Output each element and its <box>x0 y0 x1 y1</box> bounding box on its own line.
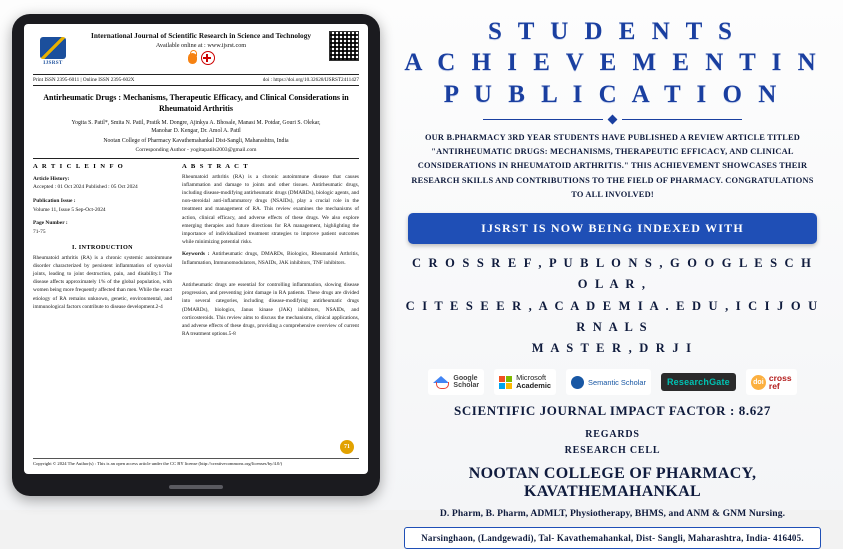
crossref-line1: cross <box>768 372 792 383</box>
article-body <box>33 163 359 339</box>
qr-code-icon <box>329 31 359 61</box>
issn-line <box>33 75 359 86</box>
introduction-text-left: Rheumatoid arthritis (RA) is a chronic systemic autoimmune disorder characterized by persistent inflammation of synovial joints, leading to joint destruction, pain, and disability.1 The disease affects approximately 1% of the global population, with women being more frequently affected than men. While the exact etiology of RA remains unknown, genetic, environmental, and immunological factors contribute to disease development.2-4 <box>33 254 173 310</box>
microsoft-academic-line1: Microsoft <box>516 372 547 382</box>
open-access-icon <box>188 53 197 64</box>
journal-available-online: Available online at : www.ijsrst.com <box>155 42 247 50</box>
publication-issue-label: Publication Issue : <box>33 197 76 204</box>
indexing-logos <box>402 369 823 395</box>
regards-block <box>398 427 827 459</box>
tablet-preview-area <box>0 0 392 510</box>
keywords-value: Antirheumatic drugs, DMARDs, Biologics, Rheumatoid Arthritis, Inflammation, Immunomodulators, NSAIDs, JAK inhibitors, TNF inhibitors. <box>182 251 359 266</box>
keywords-block <box>182 250 359 266</box>
article-history-value: Accepted : 01 Oct 2024 Published : 05 Oct 2024 <box>33 184 138 191</box>
index-list <box>398 253 827 359</box>
introduction-heading: I. INTRODUCTION <box>72 243 134 251</box>
poster-title <box>398 16 827 110</box>
divider-line-left <box>483 119 603 120</box>
journal-logo <box>33 31 73 71</box>
corresponding-author: Corresponding Author - yogitapatils2003@gmail.com <box>135 146 257 153</box>
college-address: Narsinghaon, (Landgewadi), Tal- Kavathemahankal, Dist- Sangli, Maharashtra, India- 416405. <box>404 527 821 549</box>
article-authors-line2: Manohar D. Kengar, Dr. Amol A. Patil <box>151 128 241 135</box>
microsoft-academic-logo <box>494 369 556 395</box>
index-list-line3: M A S T E R , D R J I <box>531 341 694 356</box>
publication-issue-value: Volume 11, Issue 5 Sep-Oct-2024 <box>33 206 106 213</box>
page-number-label: Page Number : <box>33 220 68 227</box>
journal-title: International Journal of Scientific Research in Science and Technology <box>91 31 311 40</box>
divider-line-right <box>622 119 742 120</box>
article-history-label: Article History: <box>33 175 70 182</box>
tablet-device <box>12 14 380 496</box>
abstract-text: Rheumatoid arthritis (RA) is a chronic autoimmune disease that causes inflammation and damage to joints and other tissues. Antirheumatic drugs, including disease-modifying antirheumatic drugs (DMARDs), biologic agents, and non-steroidal anti-inflammatory drugs (NSAIDs), play a crucial role in the treatment and management of RA. This review examines the mechanisms of action, clinical efficacy, and adverse effects of these drugs. We also explore emerging therapies and future directions for RA management, highlighting the importance of individualized treatment strategies to improve patient outcomes while minimizing potential risks. <box>182 173 359 246</box>
semantic-scholar-label: Semantic Scholar <box>588 377 646 387</box>
introduction-text-right: Antirheumatic drugs are essential for controlling inflammation, slowing disease progression, and preventing joint damage in RA patients. These drugs are divided into several categories, including disease-modifying antirheumatic drugs (DMARDs), biologics, Janus kinase (JAK) inhibitors, NSAIDs, and corticosteroids. This review aims to discuss the mechanisms, clinical applications, and adverse effects of these drugs, providing a comprehensive overview of current RA treatment options.5-8 <box>182 281 359 338</box>
article-authors-line1: Yogita S. Patil*, Smita N. Patil, Pratik M. Dongre, Ajinkya A. Bhosale, Manasi M. Potdar, Gouri S. Olekar, <box>71 119 321 126</box>
issn-print: Print ISSN 2395-6011 | Online ISSN 2395-602X <box>33 77 135 83</box>
article-info-content <box>33 175 172 237</box>
researchgate-label: ResearchGate <box>666 377 730 388</box>
microsoft-academic-label <box>516 374 551 391</box>
courses-offered: D. Pharm, B. Pharm, ADMLT, Physiotherapy, BHMS, and ANM & GNM Nursing. <box>439 508 786 520</box>
journal-header <box>33 31 359 75</box>
crossref-label <box>769 374 792 391</box>
crossref-logo <box>746 369 797 395</box>
microsoft-squares-icon <box>499 376 512 389</box>
journal-logo-label: IJSRST <box>43 59 63 66</box>
journal-logo-icon <box>40 37 66 59</box>
indexed-with-banner: IJSRST IS NOW BEING INDEXED WITH <box>408 213 817 244</box>
abstract-column <box>182 163 359 339</box>
journal-badges <box>78 51 324 65</box>
poster-title-line3: P U B L I C A T I O N <box>443 80 782 108</box>
article-doi: doi : https://doi.org/10.32628/IJSRST2411427 <box>262 77 359 83</box>
crossref-icon <box>201 51 215 65</box>
title-divider <box>398 116 827 123</box>
google-scholar-line2: Scholar <box>453 382 480 390</box>
semantic-scholar-logo <box>566 369 651 395</box>
header-divider <box>33 158 359 159</box>
microsoft-academic-line2: Academic <box>516 381 552 391</box>
journal-title-block <box>78 31 324 65</box>
copyright-note: Copyright © 2024 The Author(s) : This is an open access article under the CC BY license (http://creativecommons.org/licenses/by/4.0/) <box>33 458 359 468</box>
poster-title-line2: A C H I E V E M E N T I N <box>404 49 821 77</box>
keywords-label: Keywords : <box>182 251 210 258</box>
semantic-scholar-icon <box>571 376 584 389</box>
google-scholar-line1: Google <box>453 374 478 382</box>
page-badge: 71 <box>340 440 354 454</box>
abstract-heading: A B S T R A C T <box>182 162 250 170</box>
poster-title-line1: S T U D E N T S <box>488 18 737 45</box>
page-number-value: 71-75 <box>33 228 46 235</box>
regards-label: REGARDS <box>585 429 640 441</box>
index-list-line2: C I T E S E E R , A C A D E M I A . E D U , I C I J O U R N A L S <box>405 298 820 334</box>
crossref-line2: ref <box>768 381 780 392</box>
announcement-text: OUR B.PHARMACY 3RD YEAR STUDENTS HAVE PUBLISHED A REVIEW ARTICLE TITLED "ANTIRHEUMATIC DRUGS: MECHANISMS, THERAPEUTIC EFFICACY, AND CLINICAL CONSIDERATIONS IN RHEUMATOID ARTHRITIS." THIS ACHIEVEMENT SHOWCASES THEIR RESEARCH SKILLS AND CONTRIBUTIONS TO THE FIELD OF PHARMACY. CONGRATULATIONS TO ALL INVOLVED! <box>411 132 814 199</box>
divider-diamond-icon <box>608 114 618 124</box>
announcement-panel <box>392 0 843 544</box>
graduation-cap-icon <box>433 376 450 389</box>
research-cell-label: RESEARCH CELL <box>564 445 661 457</box>
article-info-column <box>33 163 172 339</box>
researchgate-logo <box>661 373 736 391</box>
article-affiliation: Nootan College of Pharmacy Kavathemahankal Dist-Sangli, Maharashtra, India <box>103 137 289 144</box>
tablet-screen <box>24 24 368 474</box>
impact-factor: SCIENTIFIC JOURNAL IMPACT FACTOR : 8.627 <box>453 403 771 419</box>
doi-icon: doi <box>751 375 766 390</box>
index-list-line1: C R O S S R E F , P U B L O N S , G O O G L E S C H O L A R , <box>411 256 814 292</box>
google-scholar-logo <box>428 369 484 395</box>
google-scholar-label <box>453 375 479 390</box>
article-info-heading: A R T I C L E I N F O <box>33 162 125 170</box>
article-title: Antirheumatic Drugs : Mechanisms, Therapeutic Efficacy, and Clinical Considerations in Rheumatoid Arthritis <box>43 93 349 113</box>
college-name: NOOTAN COLLEGE OF PHARMACY, KAVATHEMAHANKAL <box>468 465 757 501</box>
